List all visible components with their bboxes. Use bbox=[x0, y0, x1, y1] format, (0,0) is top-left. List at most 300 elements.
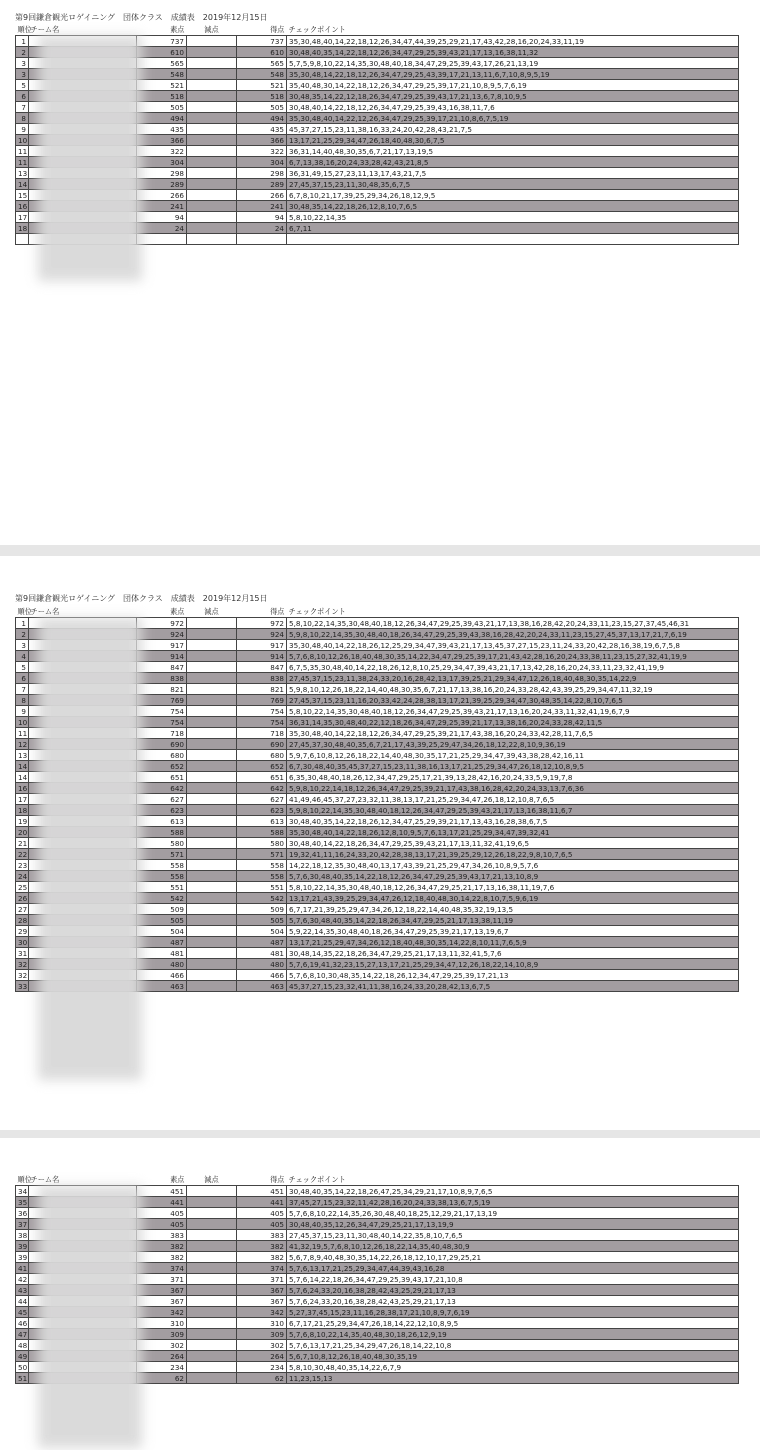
raw-score-cell: 304 bbox=[137, 157, 187, 168]
checkpoints-cell: 5,7,6,19,41,32,23,15,27,13,17,21,25,29,34,47,12,26,18,22,14,10,8,9 bbox=[287, 959, 739, 970]
checkpoints-cell: 6,35,30,48,40,18,26,12,34,47,29,25,17,21,39,13,28,42,16,20,24,33,5,9,19,7,8 bbox=[287, 772, 739, 783]
rank-cell: 22 bbox=[16, 849, 29, 860]
score-cell: 504 bbox=[237, 926, 287, 937]
checkpoints-cell: 5,7,6,30,48,40,35,14,22,18,26,34,47,29,25,21,17,13,38,11,19 bbox=[287, 915, 739, 926]
checkpoints-cell: 13,17,21,43,39,25,29,34,47,26,12,18,40,48,30,14,22,8,10,7,5,9,6,19 bbox=[287, 893, 739, 904]
rank-cell: 23 bbox=[16, 860, 29, 871]
score-cell: 821 bbox=[237, 684, 287, 695]
header-checkpoints: チェックポイント bbox=[288, 607, 346, 616]
deduction-cell bbox=[187, 805, 237, 816]
raw-score-cell: 838 bbox=[137, 673, 187, 684]
score-cell: 542 bbox=[237, 893, 287, 904]
header-checkpoints: チェックポイント bbox=[288, 25, 346, 34]
deduction-cell bbox=[187, 102, 237, 113]
deduction-cell bbox=[187, 849, 237, 860]
raw-score-cell: 383 bbox=[137, 1230, 187, 1241]
checkpoints-cell: 41,49,46,45,37,27,23,32,11,38,13,17,21,25,29,34,47,26,18,12,10,8,7,6,5 bbox=[287, 794, 739, 805]
raw-score-cell: 266 bbox=[137, 190, 187, 201]
score-cell: 718 bbox=[237, 728, 287, 739]
raw-score-cell: 642 bbox=[137, 783, 187, 794]
score-cell: 548 bbox=[237, 69, 287, 80]
raw-score-cell: 613 bbox=[137, 816, 187, 827]
rank-cell: 41 bbox=[16, 1263, 29, 1274]
raw-score-cell: 371 bbox=[137, 1274, 187, 1285]
rank-cell: 27 bbox=[16, 904, 29, 915]
header-score: 得点 bbox=[270, 25, 285, 34]
checkpoints-cell: 36,31,49,15,27,23,11,13,17,43,21,7,5 bbox=[287, 168, 739, 179]
checkpoints-cell: 6,7,8,10,21,17,39,25,29,34,26,18,12,9,5 bbox=[287, 190, 739, 201]
raw-score-cell: 466 bbox=[137, 970, 187, 981]
checkpoints-cell: 5,8,10,22,14,35,30,48,40,18,12,26,34,47,29,25,39,43,21,17,13,38,16,28,42,20,24,33,11,23,15,27,37,45,46,31 bbox=[287, 618, 739, 629]
score-cell: 521 bbox=[237, 80, 287, 91]
score-cell: 310 bbox=[237, 1318, 287, 1329]
score-cell: 451 bbox=[237, 1186, 287, 1197]
raw-score-cell: 494 bbox=[137, 113, 187, 124]
raw-score-cell: 298 bbox=[137, 168, 187, 179]
score-cell: 754 bbox=[237, 717, 287, 728]
score-cell: 435 bbox=[237, 124, 287, 135]
raw-score-cell: 322 bbox=[137, 146, 187, 157]
rank-cell: 7 bbox=[16, 684, 29, 695]
raw-score-cell: 651 bbox=[137, 772, 187, 783]
score-cell: 94 bbox=[237, 212, 287, 223]
raw-score-cell: 234 bbox=[137, 1362, 187, 1373]
score-cell: 405 bbox=[237, 1208, 287, 1219]
score-cell: 651 bbox=[237, 772, 287, 783]
deduction-cell bbox=[187, 1252, 237, 1263]
deduction-cell bbox=[187, 1373, 237, 1384]
rank-cell: 17 bbox=[16, 794, 29, 805]
score-cell: 264 bbox=[237, 1351, 287, 1362]
rank-cell: 14 bbox=[16, 179, 29, 190]
checkpoints-cell: 5,7,6,30,48,40,35,14,22,18,12,26,34,47,29,25,39,43,17,21,13,10,8,9 bbox=[287, 871, 739, 882]
deduction-cell bbox=[187, 717, 237, 728]
rank-cell: 3 bbox=[16, 640, 29, 651]
rank-cell: 10 bbox=[16, 135, 29, 146]
rank-cell: 39 bbox=[16, 1252, 29, 1263]
deduction-cell bbox=[187, 1318, 237, 1329]
header-raw: 素点 bbox=[170, 25, 185, 34]
checkpoints-cell: 5,8,10,22,14,35,30,48,40,18,12,26,34,47,29,25,21,17,13,16,38,11,19,7,6 bbox=[287, 882, 739, 893]
raw-score-cell: 309 bbox=[137, 1329, 187, 1340]
rank-cell: 6 bbox=[16, 91, 29, 102]
score-cell: 234 bbox=[237, 1362, 287, 1373]
score-cell: 571 bbox=[237, 849, 287, 860]
rank-cell: 32 bbox=[16, 959, 29, 970]
checkpoints-cell: 5,6,7,10,8,12,26,18,40,48,30,35,19 bbox=[287, 1351, 739, 1362]
score-cell: 642 bbox=[237, 783, 287, 794]
checkpoints-cell: 5,8,10,30,48,40,35,14,22,6,7,9 bbox=[287, 1362, 739, 1373]
rank-cell: 13 bbox=[16, 750, 29, 761]
raw-score-cell: 367 bbox=[137, 1285, 187, 1296]
checkpoints-cell: 5,7,6,8,10,22,14,35,40,48,30,18,26,12,9,19 bbox=[287, 1329, 739, 1340]
score-cell: 509 bbox=[237, 904, 287, 915]
page-title: 第9回鎌倉観光ロゲイニング 団体クラス 成績表 2019年12月15日 bbox=[15, 594, 268, 603]
table-header bbox=[16, 607, 739, 618]
header-rank: 順位 bbox=[17, 607, 32, 616]
raw-score-cell: 565 bbox=[137, 58, 187, 69]
checkpoints-cell: 5,7,6,13,17,21,25,34,29,47,26,18,14,22,10,8 bbox=[287, 1340, 739, 1351]
deduction-cell bbox=[187, 662, 237, 673]
raw-score-cell: 509 bbox=[137, 904, 187, 915]
score-cell: 551 bbox=[237, 882, 287, 893]
score-cell: 838 bbox=[237, 673, 287, 684]
deduction-cell bbox=[187, 1329, 237, 1340]
rank-cell: 7 bbox=[16, 102, 29, 113]
header-score: 得点 bbox=[270, 1175, 285, 1184]
rank-cell: 28 bbox=[16, 915, 29, 926]
rank-cell: 20 bbox=[16, 827, 29, 838]
checkpoints-cell: 37,45,27,15,23,32,11,42,28,16,20,24,33,38,13,6,7,5,19 bbox=[287, 1197, 739, 1208]
raw-score-cell: 690 bbox=[137, 739, 187, 750]
rank-cell: 16 bbox=[16, 201, 29, 212]
score-cell: 652 bbox=[237, 761, 287, 772]
header-checkpoints: チェックポイント bbox=[288, 1175, 346, 1184]
raw-score-cell: 342 bbox=[137, 1307, 187, 1318]
rank-cell: 26 bbox=[16, 893, 29, 904]
score-cell: 366 bbox=[237, 135, 287, 146]
deduction-cell bbox=[187, 948, 237, 959]
raw-score-cell: 289 bbox=[137, 179, 187, 190]
raw-score-cell: 405 bbox=[137, 1219, 187, 1230]
rank-cell: 50 bbox=[16, 1362, 29, 1373]
redacted-team-names bbox=[38, 618, 142, 1080]
rank-cell: 46 bbox=[16, 1318, 29, 1329]
rank-cell: 43 bbox=[16, 1285, 29, 1296]
raw-score-cell: 627 bbox=[137, 794, 187, 805]
raw-score-cell: 588 bbox=[137, 827, 187, 838]
rank-cell: 17 bbox=[16, 212, 29, 223]
deduction-cell bbox=[187, 1208, 237, 1219]
deduction-cell bbox=[187, 860, 237, 871]
checkpoints-cell: 35,40,48,30,14,22,18,12,26,34,47,29,25,39,17,21,10,8,9,5,7,6,19 bbox=[287, 80, 739, 91]
deduction-cell bbox=[187, 1241, 237, 1252]
deduction-cell bbox=[187, 794, 237, 805]
deduction-cell bbox=[187, 640, 237, 651]
checkpoints-cell: 35,30,48,40,14,22,18,12,26,34,47,29,25,39,21,17,43,38,16,20,24,33,42,28,11,7,6,5 bbox=[287, 728, 739, 739]
checkpoints-cell: 27,45,37,15,23,11,38,24,33,20,16,28,42,13,17,39,25,21,29,34,47,12,26,18,40,48,30,35,14,22,9 bbox=[287, 673, 739, 684]
checkpoints-cell: 30,48,40,35,12,26,34,47,29,25,21,17,13,19,9 bbox=[287, 1219, 739, 1230]
score-cell: 680 bbox=[237, 750, 287, 761]
deduction-cell bbox=[187, 36, 237, 47]
raw-score-cell: 504 bbox=[137, 926, 187, 937]
raw-score-cell: 821 bbox=[137, 684, 187, 695]
header-rank: 順位 bbox=[17, 1175, 32, 1184]
rank-cell: 51 bbox=[16, 1373, 29, 1384]
score-cell: 374 bbox=[237, 1263, 287, 1274]
score-cell: 480 bbox=[237, 959, 287, 970]
header-raw: 素点 bbox=[170, 1175, 185, 1184]
deduction-cell bbox=[187, 904, 237, 915]
deduction-cell bbox=[187, 69, 237, 80]
header-rank: 順位 bbox=[17, 25, 32, 34]
checkpoints-cell: 30,48,40,35,14,22,18,26,47,25,34,29,21,17,10,8,9,7,6,5 bbox=[287, 1186, 739, 1197]
raw-score-cell: 310 bbox=[137, 1318, 187, 1329]
raw-score-cell: 405 bbox=[137, 1208, 187, 1219]
deduction-cell bbox=[187, 1285, 237, 1296]
rank-cell: 5 bbox=[16, 662, 29, 673]
checkpoints-cell: 27,45,37,15,23,11,16,20,33,42,24,28,38,13,17,21,39,25,29,34,47,30,48,35,14,22,8,10,7,6,5 bbox=[287, 695, 739, 706]
score-cell: 627 bbox=[237, 794, 287, 805]
raw-score-cell: 610 bbox=[137, 47, 187, 58]
raw-score-cell: 480 bbox=[137, 959, 187, 970]
deduction-cell bbox=[187, 168, 237, 179]
rank-cell: 25 bbox=[16, 882, 29, 893]
score-cell: 241 bbox=[237, 201, 287, 212]
rank-cell: 1 bbox=[16, 36, 29, 47]
raw-score-cell: 548 bbox=[137, 69, 187, 80]
checkpoints-cell: 35,30,48,40,14,22,18,26,12,8,10,9,5,7,6,13,17,21,25,29,34,47,39,32,41 bbox=[287, 827, 739, 838]
checkpoints-cell: 6,7,17,21,39,25,29,47,34,26,12,18,22,14,40,48,35,32,19,13,5 bbox=[287, 904, 739, 915]
checkpoints-cell: 5,9,22,14,35,30,48,40,18,26,34,47,29,25,39,21,17,13,19,6,7 bbox=[287, 926, 739, 937]
checkpoints-cell: 5,27,37,45,15,23,11,16,28,38,17,21,10,8,9,7,6,19 bbox=[287, 1307, 739, 1318]
raw-score-cell: 571 bbox=[137, 849, 187, 860]
score-cell: 914 bbox=[237, 651, 287, 662]
raw-score-cell: 302 bbox=[137, 1340, 187, 1351]
raw-score-cell: 451 bbox=[137, 1186, 187, 1197]
deduction-cell bbox=[187, 1351, 237, 1362]
checkpoints-cell: 30,48,14,35,22,18,26,34,47,29,25,21,17,13,11,32,41,5,7,6 bbox=[287, 948, 739, 959]
checkpoints-cell: 5,7,6,13,17,21,25,29,34,47,44,39,43,16,28 bbox=[287, 1263, 739, 1274]
checkpoints-cell: 5,9,8,10,22,14,35,30,48,40,18,12,26,34,47,29,25,39,43,21,17,13,16,38,11,6,7 bbox=[287, 805, 739, 816]
checkpoints-cell: 5,7,6,8,10,22,14,35,26,30,48,40,18,25,12,29,21,17,13,19 bbox=[287, 1208, 739, 1219]
checkpoints-cell: 5,8,10,22,14,35 bbox=[287, 212, 739, 223]
checkpoints-cell: 35,30,48,40,14,22,12,26,34,47,29,25,39,17,21,10,8,6,7,5,19 bbox=[287, 113, 739, 124]
checkpoints-cell: 30,48,40,14,22,18,26,34,47,29,25,39,43,21,17,13,11,32,41,19,6,5 bbox=[287, 838, 739, 849]
deduction-cell bbox=[187, 893, 237, 904]
deduction-cell bbox=[187, 981, 237, 992]
rank-cell: 33 bbox=[16, 981, 29, 992]
checkpoints-cell: 5,7,6,8,10,12,26,18,40,48,30,35,14,22,34,47,29,25,39,17,21,43,42,28,16,20,24,33,38,11,23,15,27,32,41,19,9 bbox=[287, 651, 739, 662]
score-cell: 24 bbox=[237, 223, 287, 234]
raw-score-cell: 917 bbox=[137, 640, 187, 651]
raw-score-cell: 769 bbox=[137, 695, 187, 706]
deduction-cell bbox=[187, 871, 237, 882]
checkpoints-cell: 5,9,7,6,10,8,12,26,18,22,14,40,48,30,35,17,21,25,29,34,47,39,43,38,28,42,16,11 bbox=[287, 750, 739, 761]
checkpoints-cell: 35,30,48,40,14,22,18,12,26,34,47,44,39,25,29,21,17,43,42,28,16,20,24,33,11,19 bbox=[287, 36, 739, 47]
page-title: 第9回鎌倉観光ロゲイニング 団体クラス 成績表 2019年12月15日 bbox=[15, 13, 268, 22]
deduction-cell bbox=[187, 970, 237, 981]
checkpoints-cell: 30,48,35,14,22,18,26,12,8,10,7,6,5 bbox=[287, 201, 739, 212]
score-cell: 487 bbox=[237, 937, 287, 948]
raw-score-cell: 94 bbox=[137, 212, 187, 223]
checkpoints-cell: 6,7,13,38,16,20,24,33,28,42,43,21,8,5 bbox=[287, 157, 739, 168]
score-cell: 494 bbox=[237, 113, 287, 124]
deduction-cell bbox=[187, 157, 237, 168]
score-cell: 580 bbox=[237, 838, 287, 849]
raw-score-cell: 366 bbox=[137, 135, 187, 146]
raw-score-cell: 652 bbox=[137, 761, 187, 772]
rank-cell: 13 bbox=[16, 168, 29, 179]
deduction-cell bbox=[187, 915, 237, 926]
score-cell: 463 bbox=[237, 981, 287, 992]
deduction-cell bbox=[187, 618, 237, 629]
checkpoints-cell: 5,7,6,24,33,20,16,38,28,42,43,25,29,21,17,13 bbox=[287, 1296, 739, 1307]
deduction-cell bbox=[187, 772, 237, 783]
raw-score-cell: 62 bbox=[137, 1373, 187, 1384]
score-cell: 289 bbox=[237, 179, 287, 190]
raw-score-cell: 847 bbox=[137, 662, 187, 673]
checkpoints-cell: 6,7,11 bbox=[287, 223, 739, 234]
score-cell: 382 bbox=[237, 1241, 287, 1252]
deduction-cell bbox=[187, 651, 237, 662]
rank-cell: 34 bbox=[16, 1186, 29, 1197]
rank-cell: 8 bbox=[16, 695, 29, 706]
score-cell: 304 bbox=[237, 157, 287, 168]
deduction-cell bbox=[187, 1307, 237, 1318]
rank-cell: 9 bbox=[16, 124, 29, 135]
score-cell: 405 bbox=[237, 1219, 287, 1230]
deduction-cell bbox=[187, 58, 237, 69]
deduction-cell bbox=[187, 695, 237, 706]
score-cell: 266 bbox=[237, 190, 287, 201]
rank-cell: 38 bbox=[16, 1230, 29, 1241]
raw-score-cell: 518 bbox=[137, 91, 187, 102]
raw-score-cell: 463 bbox=[137, 981, 187, 992]
raw-score-cell: 481 bbox=[137, 948, 187, 959]
score-cell: 505 bbox=[237, 102, 287, 113]
deduction-cell bbox=[187, 146, 237, 157]
rank-cell: 6 bbox=[16, 673, 29, 684]
score-cell: 588 bbox=[237, 827, 287, 838]
raw-score-cell: 580 bbox=[137, 838, 187, 849]
deduction-cell bbox=[187, 212, 237, 223]
rank-cell: 31 bbox=[16, 948, 29, 959]
redacted-team-names bbox=[38, 36, 142, 281]
deduction-cell bbox=[187, 750, 237, 761]
deduction-cell bbox=[187, 739, 237, 750]
rank-cell: 18 bbox=[16, 223, 29, 234]
rank-cell: 16 bbox=[16, 783, 29, 794]
checkpoints-cell: 6,7,17,21,25,29,34,47,26,18,14,22,12,10,8,9,5 bbox=[287, 1318, 739, 1329]
raw-score-cell: 924 bbox=[137, 629, 187, 640]
raw-score-cell: 441 bbox=[137, 1197, 187, 1208]
checkpoints-cell: 27,45,37,15,23,11,30,48,40,14,22,35,8,10,7,6,5 bbox=[287, 1230, 739, 1241]
deduction-cell bbox=[187, 838, 237, 849]
header-deduction: 減点 bbox=[204, 25, 219, 34]
deduction-cell bbox=[187, 201, 237, 212]
checkpoints-cell: 35,30,48,14,22,18,12,26,34,47,29,25,43,39,17,21,13,11,6,7,10,8,9,5,19 bbox=[287, 69, 739, 80]
score-cell: 754 bbox=[237, 706, 287, 717]
rank-cell: 19 bbox=[16, 816, 29, 827]
score-cell: 558 bbox=[237, 860, 287, 871]
score-cell: 565 bbox=[237, 58, 287, 69]
checkpoints-cell: 30,48,40,35,14,22,18,26,12,34,47,25,29,39,21,17,13,43,16,28,38,6,7,5 bbox=[287, 816, 739, 827]
score-cell: 737 bbox=[237, 36, 287, 47]
raw-score-cell: 382 bbox=[137, 1252, 187, 1263]
raw-score-cell: 505 bbox=[137, 915, 187, 926]
raw-score-cell: 505 bbox=[137, 102, 187, 113]
deduction-cell bbox=[187, 91, 237, 102]
rank-cell: 10 bbox=[16, 717, 29, 728]
score-cell: 342 bbox=[237, 1307, 287, 1318]
score-cell: 613 bbox=[237, 816, 287, 827]
checkpoints-cell: 11,23,15,13 bbox=[287, 1373, 739, 1384]
deduction-cell bbox=[187, 1197, 237, 1208]
deduction-cell bbox=[187, 1230, 237, 1241]
checkpoints-cell: 13,17,21,25,29,47,34,26,12,18,40,48,30,35,14,22,8,10,11,7,6,5,9 bbox=[287, 937, 739, 948]
raw-score-cell: 374 bbox=[137, 1263, 187, 1274]
score-cell: 481 bbox=[237, 948, 287, 959]
deduction-cell bbox=[187, 1340, 237, 1351]
rank-cell: 29 bbox=[16, 926, 29, 937]
deduction-cell bbox=[187, 1274, 237, 1285]
score-cell: 309 bbox=[237, 1329, 287, 1340]
deduction-cell bbox=[187, 827, 237, 838]
header-raw: 素点 bbox=[170, 607, 185, 616]
rank-cell: 4 bbox=[16, 651, 29, 662]
rank-cell: 18 bbox=[16, 805, 29, 816]
rank-cell: 32 bbox=[16, 970, 29, 981]
header-team: チーム名 bbox=[30, 607, 60, 616]
checkpoints-cell: 5,8,10,22,14,35,30,48,40,18,12,26,34,47,29,25,39,43,21,17,13,16,20,24,33,11,32,41,19,6,7,9 bbox=[287, 706, 739, 717]
rank-cell: 11 bbox=[16, 146, 29, 157]
checkpoints-cell: 30,48,40,35,14,22,18,12,26,34,47,29,25,39,43,21,17,13,16,38,11,32 bbox=[287, 47, 739, 58]
score-cell: 367 bbox=[237, 1285, 287, 1296]
score-cell: 302 bbox=[237, 1340, 287, 1351]
deduction-cell bbox=[187, 179, 237, 190]
header-deduction: 減点 bbox=[204, 1175, 219, 1184]
deduction-cell bbox=[187, 816, 237, 827]
rank-cell: 14 bbox=[16, 772, 29, 783]
rank-cell: 45 bbox=[16, 1307, 29, 1318]
score-cell: 322 bbox=[237, 146, 287, 157]
score-cell: 298 bbox=[237, 168, 287, 179]
score-cell: 972 bbox=[237, 618, 287, 629]
raw-score-cell: 754 bbox=[137, 717, 187, 728]
rank-cell: 37 bbox=[16, 1219, 29, 1230]
deduction-cell bbox=[187, 706, 237, 717]
raw-score-cell: 680 bbox=[137, 750, 187, 761]
checkpoints-cell: 35,30,48,40,14,22,18,26,12,25,29,34,47,39,43,21,17,13,45,37,27,15,23,11,24,33,20,42,28,16,38,19,6,7,5,8 bbox=[287, 640, 739, 651]
deduction-cell bbox=[187, 1263, 237, 1274]
raw-score-cell: 914 bbox=[137, 651, 187, 662]
rank-cell: 11 bbox=[16, 728, 29, 739]
rank-cell: 9 bbox=[16, 706, 29, 717]
score-cell: 466 bbox=[237, 970, 287, 981]
header-score: 得点 bbox=[270, 607, 285, 616]
checkpoints-cell: 45,37,27,15,23,32,41,11,38,16,24,33,20,28,42,13,6,7,5 bbox=[287, 981, 739, 992]
raw-score-cell: 542 bbox=[137, 893, 187, 904]
rank-cell: 2 bbox=[16, 629, 29, 640]
score-cell: 623 bbox=[237, 805, 287, 816]
checkpoints-cell: 5,7,5,9,8,10,22,14,35,30,48,40,18,34,47,29,25,39,43,17,26,21,13,19 bbox=[287, 58, 739, 69]
deduction-cell bbox=[187, 761, 237, 772]
raw-score-cell: 718 bbox=[137, 728, 187, 739]
rank-cell: 12 bbox=[16, 739, 29, 750]
score-cell: 847 bbox=[237, 662, 287, 673]
deduction-cell bbox=[187, 783, 237, 794]
deduction-cell bbox=[187, 124, 237, 135]
checkpoints-cell: 14,22,18,12,35,30,48,40,13,17,43,39,21,25,29,47,34,26,10,8,9,5,7,6 bbox=[287, 860, 739, 871]
header-deduction: 減点 bbox=[204, 607, 219, 616]
rank-cell: 8 bbox=[16, 113, 29, 124]
rank-cell: 39 bbox=[16, 1241, 29, 1252]
rank-cell: 5 bbox=[16, 80, 29, 91]
deduction-cell bbox=[187, 673, 237, 684]
checkpoints-cell: 13,17,21,25,29,34,47,26,18,40,48,30,6,7,5 bbox=[287, 135, 739, 146]
raw-score-cell: 487 bbox=[137, 937, 187, 948]
rank-cell: 49 bbox=[16, 1351, 29, 1362]
table-header bbox=[16, 25, 739, 36]
score-cell: 558 bbox=[237, 871, 287, 882]
deduction-cell bbox=[187, 926, 237, 937]
rank-cell: 21 bbox=[16, 838, 29, 849]
score-cell: 505 bbox=[237, 915, 287, 926]
checkpoints-cell: 36,31,14,35,30,48,40,22,12,18,26,34,47,29,25,39,21,17,13,38,16,20,24,33,28,42,11,5 bbox=[287, 717, 739, 728]
raw-score-cell: 972 bbox=[137, 618, 187, 629]
checkpoints-cell: 6,7,5,35,30,48,40,14,22,18,26,12,8,10,25,29,34,47,39,43,21,17,13,42,28,16,20,24,33,11,23,32,41,19,9 bbox=[287, 662, 739, 673]
